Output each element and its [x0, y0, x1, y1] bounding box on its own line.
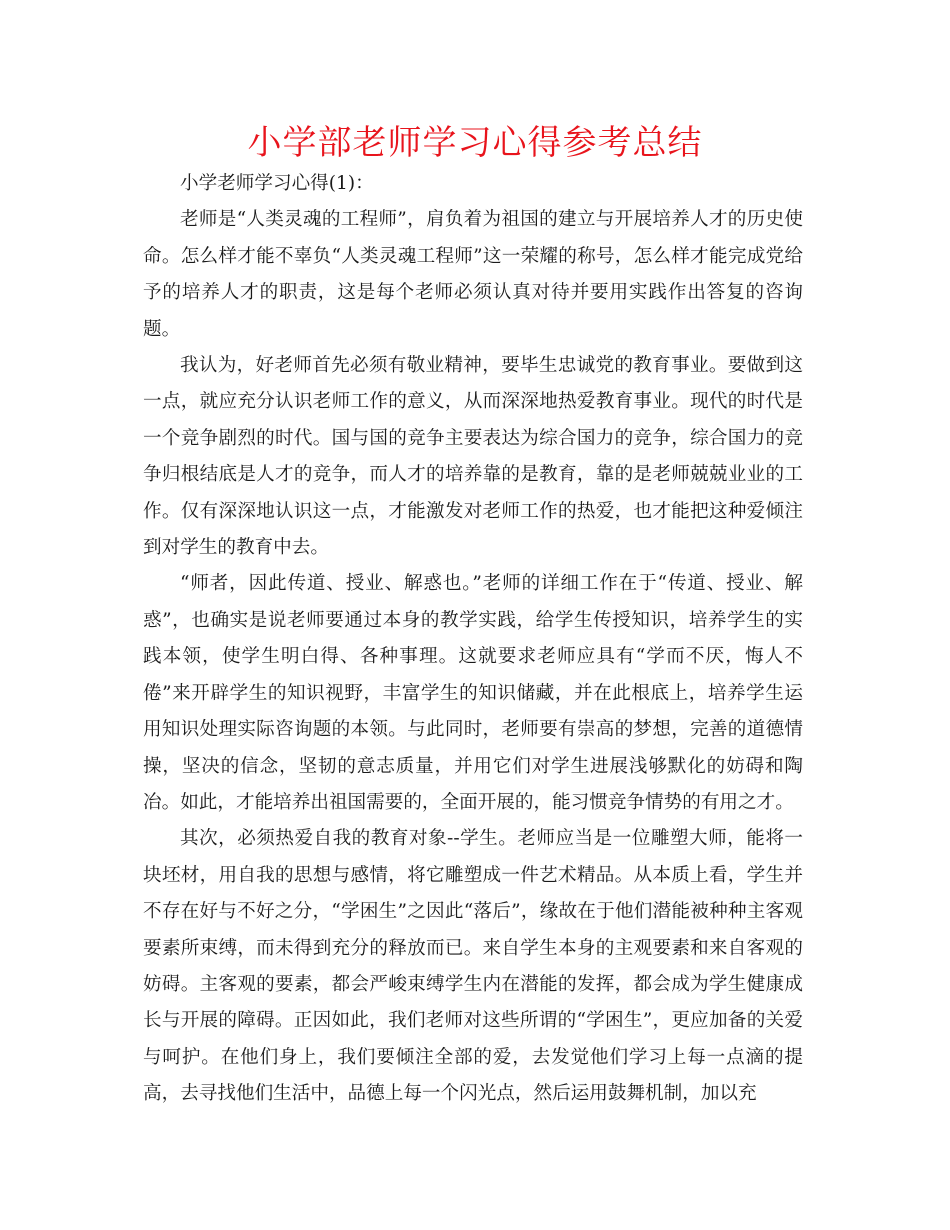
section-heading: 小学老师学习心得(1)： — [180, 173, 374, 194]
paragraph-3: “师者，因此传道、授业、解惑也。”老师的详细工作在于“传道、授业、解惑”，也确实是说老师要通过本身的教学实践，给学生传授知识，培养学生的实践本领，使学生明白得、各种事理。这就要求老师应具有“学而不厌，悔人不倦”来开辟学生的知识视野，丰富学生的知识储藏，并在此根底上，培养学生运用知识处理实际咨询题的本领。与此同时，老师要有崇高的梦想，完善的道德情操，坚决的信念，坚韧的意志质量，并用它们对学生进展浅够默化的妨碍和陶冶。如此，才能培养出祖国需要的，全面开展的，能习惯竞争情势的有用之才。 — [143, 573, 803, 813]
document-title: 小学部老师学习心得参考总结 — [247, 123, 703, 163]
document-body — [143, 166, 803, 1113]
paragraph-4: 其次，必须热爱自我的教育对象--学生。老师应当是一位雕塑大师，能将一块坯材，用自我的思想与感情，将它雕塑成一件艺术精品。从本质上看，学生并不存在好与不好之分，“学困生”之因此“落后”，缘故在于他们潜能被种种主客观要素所束缚，而未得到充分的释放而已。来自学生本身的主观要素和来自客观的妨碍。主客观的要素，都会严峻束缚学生内在潜能的发挥，都会成为学生健康成长与开展的障碍。正因如此，我们老师对这些所谓的“学困生”，更应加备的关爱与呵护。在他们身上，我们要倾注全部的爱，去发觉他们学习上每一点滴的提高，去寻找他们生活中，品德上每一个闪光点，然后运用鼓舞机制，加以充 — [143, 828, 803, 1105]
paragraph-2: 我认为，好老师首先必须有敬业精神，要毕生忠诚党的教育事业。要做到这一点，就应充分认识老师工作的意义，从而深深地热爱教育事业。现代的时代是一个竞争剧烈的时代。国与国的竞争主要表达为综合国力的竞争，综合国力的竞争归根结底是人才的竞争，而人才的培养靠的是教育，靠的是老师兢兢业业的工作。仅有深深地认识这一点，才能激发对老师工作的热爱，也才能把这种爱倾注到对学生的教育中去。 — [143, 355, 803, 559]
paragraph-1: 老师是“人类灵魂的工程师”，肩负着为祖国的建立与开展培养人才的历史使命。怎么样才能不辜负“人类灵魂工程师”这一荣耀的称号，怎么样才能完成党给予的培养人才的职责，这是每个老师必须认真对待并要用实践作出答复的咨询题。 — [143, 209, 803, 340]
